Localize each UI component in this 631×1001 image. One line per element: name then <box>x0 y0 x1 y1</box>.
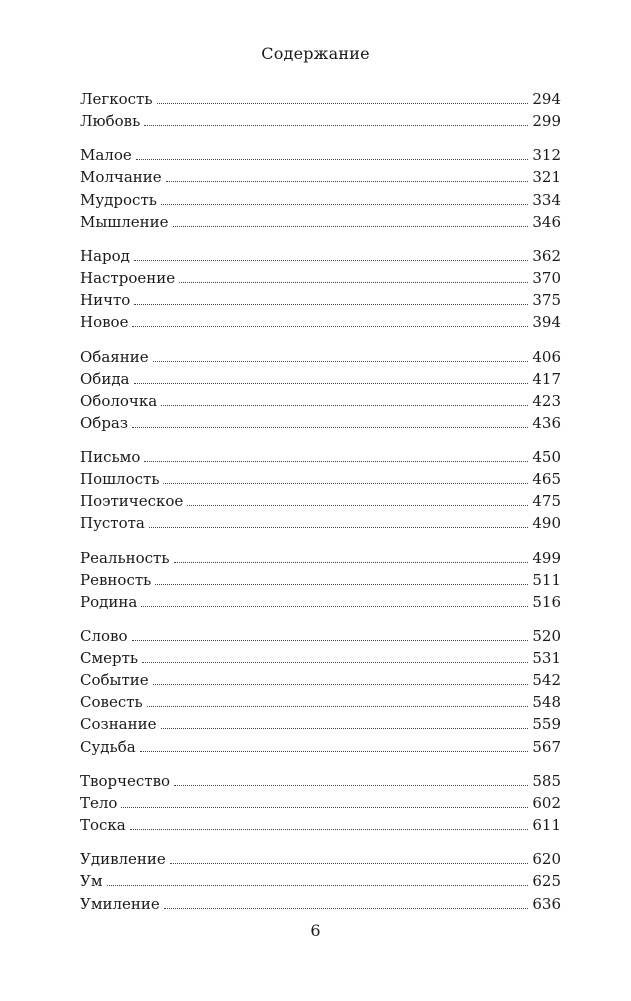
dot-leader <box>130 829 529 830</box>
toc-entry[interactable] <box>80 625 561 647</box>
toc-entry-page: 394 <box>532 313 561 332</box>
dot-leader <box>173 226 529 227</box>
toc-entry-title: Ничто <box>80 291 131 310</box>
toc-entry[interactable] <box>80 814 561 836</box>
dot-leader <box>134 304 528 305</box>
toc-group <box>80 88 561 132</box>
toc-entry-title: Совесть <box>80 693 143 712</box>
toc-entry-title: Мышление <box>80 212 169 231</box>
dot-leader <box>134 260 528 261</box>
toc-entry[interactable] <box>80 166 561 188</box>
toc-entry-page: 611 <box>532 816 561 835</box>
dot-leader <box>153 361 529 362</box>
dot-leader <box>174 562 529 563</box>
toc-entry-page: 602 <box>532 793 561 812</box>
toc-entry-title: Удивление <box>80 850 166 869</box>
table-of-contents <box>80 88 561 927</box>
toc-entry-page: 511 <box>532 570 561 589</box>
toc-entry[interactable] <box>80 211 561 233</box>
toc-entry-page: 559 <box>532 715 561 734</box>
toc-entry-page: 520 <box>532 627 561 646</box>
dot-leader <box>163 483 528 484</box>
toc-entry-title: Пошлость <box>80 470 160 489</box>
dot-leader <box>132 640 529 641</box>
toc-entry[interactable] <box>80 713 561 735</box>
dot-leader <box>132 427 528 428</box>
toc-entry-title: Сознание <box>80 715 157 734</box>
toc-entry[interactable] <box>80 591 561 613</box>
toc-entry-page: 450 <box>532 448 561 467</box>
toc-entry-title: Легкость <box>80 90 153 108</box>
toc-group <box>80 625 561 758</box>
toc-group <box>80 547 561 613</box>
toc-entry[interactable] <box>80 446 561 468</box>
toc-entry[interactable] <box>80 569 561 591</box>
dot-leader <box>155 584 528 585</box>
toc-entry-title: Мудрость <box>80 190 157 209</box>
toc-entry-title: Событие <box>80 671 149 690</box>
dot-leader <box>187 505 528 506</box>
toc-entry-page: 370 <box>532 269 561 288</box>
toc-group <box>80 346 561 434</box>
toc-entry-title: Умиление <box>80 894 160 913</box>
dot-leader <box>153 684 529 685</box>
toc-entry[interactable] <box>80 368 561 390</box>
toc-entry-page: 362 <box>532 246 561 265</box>
toc-entry-title: Любовь <box>80 112 141 131</box>
toc-entry-title: Образ <box>80 413 129 432</box>
toc-entry-page: 321 <box>532 168 561 187</box>
toc-entry[interactable] <box>80 547 561 569</box>
toc-entry[interactable] <box>80 88 561 110</box>
toc-entry-page: 334 <box>532 190 561 209</box>
toc-group <box>80 245 561 333</box>
dot-leader <box>179 282 528 283</box>
dot-leader <box>107 885 529 886</box>
toc-entry-page: 499 <box>532 548 561 567</box>
toc-entry[interactable] <box>80 893 561 915</box>
dot-leader <box>132 326 528 327</box>
toc-entry-title: Пустота <box>80 514 145 533</box>
toc-entry-title: Новое <box>80 313 129 332</box>
toc-entry-page: 548 <box>532 693 561 712</box>
toc-entry-page: 312 <box>532 146 561 165</box>
toc-entry-page: 346 <box>532 212 561 231</box>
toc-entry-title: Тело <box>80 793 118 812</box>
toc-entry-title: Письмо <box>80 448 141 467</box>
dot-leader <box>144 461 528 462</box>
dot-leader <box>140 751 529 752</box>
toc-entry-title: Творчество <box>80 771 171 790</box>
toc-entry-page: 625 <box>532 872 561 891</box>
toc-entry[interactable] <box>80 512 561 534</box>
toc-entry-title: Реальность <box>80 548 170 567</box>
dot-leader <box>174 785 528 786</box>
toc-entry-page: 516 <box>532 592 561 611</box>
toc-entry-page: 531 <box>532 649 561 668</box>
toc-entry-title: Молчание <box>80 168 162 187</box>
toc-entry-page: 375 <box>532 291 561 310</box>
dot-leader <box>170 863 529 864</box>
page-number: 6 <box>310 921 321 940</box>
toc-entry-title: Слово <box>80 627 128 646</box>
dot-leader <box>147 706 529 707</box>
dot-leader <box>141 606 528 607</box>
dot-leader <box>161 405 528 406</box>
toc-entry[interactable] <box>80 691 561 713</box>
toc-group <box>80 848 561 914</box>
toc-entry-title: Судьба <box>80 737 136 756</box>
toc-entry[interactable] <box>80 289 561 311</box>
toc-entry-page: 490 <box>532 514 561 533</box>
dot-leader <box>157 103 529 104</box>
toc-entry-title: Ревность <box>80 570 152 589</box>
dot-leader <box>121 807 528 808</box>
toc-entry[interactable] <box>80 770 561 792</box>
toc-entry-page: 475 <box>532 492 561 511</box>
toc-entry-page: 436 <box>532 413 561 432</box>
toc-entry-page: 620 <box>532 850 561 869</box>
toc-entry-page: 423 <box>532 391 561 410</box>
toc-entry[interactable] <box>80 669 561 691</box>
toc-entry-page: 299 <box>532 112 561 131</box>
dot-leader <box>134 383 529 384</box>
toc-group <box>80 446 561 534</box>
toc-entry-page: 567 <box>532 737 561 756</box>
toc-entry-title: Малое <box>80 146 132 165</box>
toc-entry-page: 294 <box>532 90 561 108</box>
toc-entry[interactable] <box>80 267 561 289</box>
dot-leader <box>166 181 529 182</box>
page-title: Содержание <box>261 44 370 63</box>
toc-entry-title: Тоска <box>80 816 126 835</box>
toc-entry[interactable] <box>80 792 561 814</box>
toc-entry[interactable] <box>80 311 561 333</box>
toc-entry[interactable] <box>80 736 561 758</box>
toc-entry-title: Народ <box>80 246 130 265</box>
dot-leader <box>149 527 528 528</box>
toc-entry-title: Ум <box>80 872 103 891</box>
toc-entry[interactable] <box>80 346 561 368</box>
toc-entry-page: 542 <box>532 671 561 690</box>
toc-entry[interactable] <box>80 870 561 892</box>
toc-entry-page: 406 <box>532 347 561 366</box>
toc-entry[interactable] <box>80 110 561 132</box>
dot-leader <box>142 662 528 663</box>
toc-entry-title: Родина <box>80 592 138 611</box>
toc-entry[interactable] <box>80 468 561 490</box>
toc-entry-title: Смерть <box>80 649 139 668</box>
toc-entry[interactable] <box>80 490 561 512</box>
toc-entry-title: Поэтическое <box>80 492 184 511</box>
dot-leader <box>144 125 528 126</box>
toc-group <box>80 770 561 836</box>
dot-leader <box>136 159 529 160</box>
dot-leader <box>161 204 528 205</box>
dot-leader <box>164 908 529 909</box>
toc-entry[interactable] <box>80 647 561 669</box>
toc-entry[interactable] <box>80 390 561 412</box>
toc-entry-title: Оболочка <box>80 391 158 410</box>
toc-entry-page: 585 <box>532 771 561 790</box>
toc-entry-page: 465 <box>532 470 561 489</box>
toc-entry-title: Обида <box>80 369 130 388</box>
toc-entry-page: 636 <box>532 894 561 913</box>
toc-entry-title: Обаяние <box>80 347 149 366</box>
toc-entry[interactable] <box>80 245 561 267</box>
toc-entry[interactable] <box>80 848 561 870</box>
toc-entry[interactable] <box>80 144 561 166</box>
toc-entry-page: 417 <box>532 369 561 388</box>
dot-leader <box>161 728 529 729</box>
toc-entry[interactable] <box>80 189 561 211</box>
toc-entry-title: Настроение <box>80 269 176 288</box>
toc-group <box>80 144 561 232</box>
toc-entry[interactable] <box>80 412 561 434</box>
